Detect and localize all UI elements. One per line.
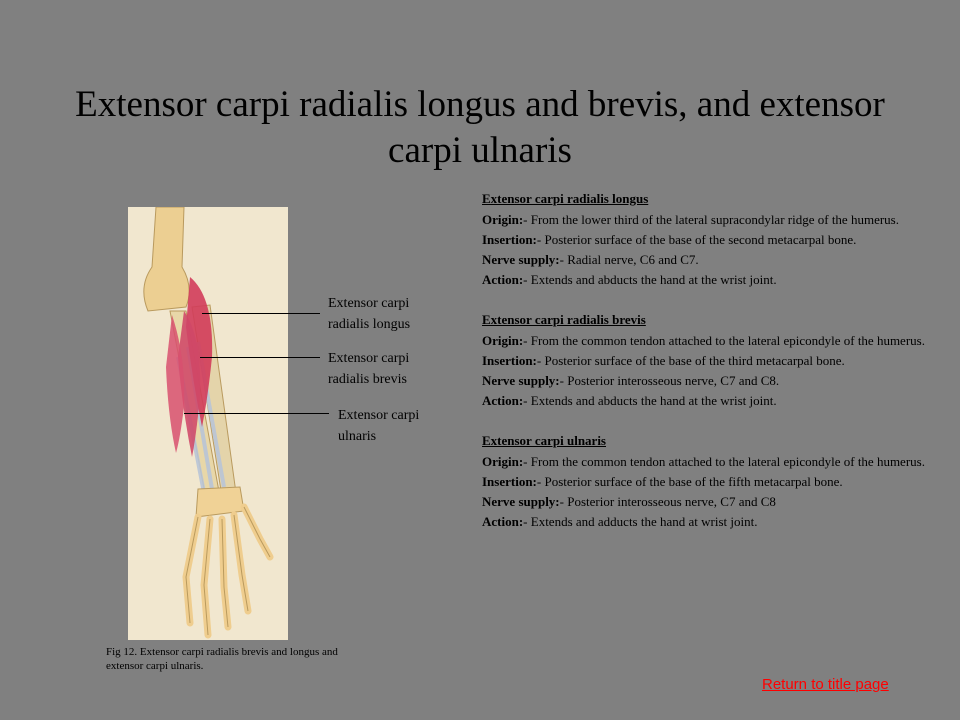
nerve-label: Nerve supply: xyxy=(482,252,560,267)
action-row xyxy=(482,513,942,531)
ecu-callout-line xyxy=(184,413,329,414)
section-ecrb xyxy=(482,311,942,410)
insertion-label: Insertion: xyxy=(482,353,537,368)
section-title: Extensor carpi radialis brevis xyxy=(482,312,646,327)
section-ecu xyxy=(482,432,942,531)
insertion-row xyxy=(482,352,942,370)
section-title: Extensor carpi ulnaris xyxy=(482,433,606,448)
return-to-title-link[interactable]: Return to title page xyxy=(762,676,889,693)
finger-bones-shape xyxy=(186,507,270,635)
insertion-text: - Posterior surface of the base of the second metacarpal bone. xyxy=(536,232,857,247)
figure-caption: Fig 12. Extensor carpi radialis brevis and longus and extensor carpi ulnaris. xyxy=(106,646,338,672)
slide-title: Extensor carpi radialis longus and brevis, and extensor carpi ulnaris xyxy=(75,84,885,171)
nerve-label: Nerve supply: xyxy=(482,373,560,388)
ecrl-label: Extensor carpi radialis longus xyxy=(328,296,411,332)
humerus-shape xyxy=(144,207,189,311)
ecrl-callout-line xyxy=(202,313,320,314)
forearm-illustration xyxy=(128,207,288,640)
nerve-text: - Radial nerve, C6 and C7. xyxy=(559,252,699,267)
action-text: - Extends and adducts the hand at wrist joint. xyxy=(523,514,758,529)
insertion-text: - Posterior surface of the base of the fifth metacarpal bone. xyxy=(536,474,843,489)
origin-label: Origin: xyxy=(482,333,524,348)
nerve-text: - Posterior interosseous nerve, C7 and C8 xyxy=(559,494,776,509)
forearm-drawing xyxy=(128,207,288,640)
ecrb-label: Extensor carpi radialis brevis xyxy=(328,351,410,387)
nerve-row xyxy=(482,251,942,269)
nerve-row xyxy=(482,372,942,390)
origin-label: Origin: xyxy=(482,212,524,227)
action-text: - Extends and abducts the hand at the wrist joint. xyxy=(523,272,777,287)
action-label: Action: xyxy=(482,393,524,408)
nerve-text: - Posterior interosseous nerve, C7 and C8. xyxy=(559,373,780,388)
insertion-row xyxy=(482,473,942,491)
origin-text: - From the common tendon attached to the lateral epicondyle of the humerus. xyxy=(523,454,925,469)
action-text: - Extends and abducts the hand at the wrist joint. xyxy=(523,393,777,408)
origin-row xyxy=(482,332,942,350)
action-label: Action: xyxy=(482,514,524,529)
nerve-row xyxy=(482,493,942,511)
insertion-row xyxy=(482,231,942,249)
insertion-label: Insertion: xyxy=(482,474,537,489)
origin-text: - From the common tendon attached to the lateral epicondyle of the humerus. xyxy=(523,333,925,348)
action-row xyxy=(482,271,942,289)
muscle-details xyxy=(482,190,942,553)
carpal-shape xyxy=(196,487,244,517)
section-ecrl xyxy=(482,190,942,289)
insertion-text: - Posterior surface of the base of the third metacarpal bone. xyxy=(536,353,845,368)
origin-row xyxy=(482,211,942,229)
insertion-label: Insertion: xyxy=(482,232,537,247)
section-title: Extensor carpi radialis longus xyxy=(482,191,649,206)
nerve-label: Nerve supply: xyxy=(482,494,560,509)
ecrb-callout-line xyxy=(200,357,320,358)
action-row xyxy=(482,392,942,410)
origin-text: - From the lower third of the lateral supracondylar ridge of the humerus. xyxy=(523,212,899,227)
origin-row xyxy=(482,453,942,471)
ecu-label: Extensor carpi ulnaris xyxy=(338,408,420,444)
action-label: Action: xyxy=(482,272,524,287)
origin-label: Origin: xyxy=(482,454,524,469)
